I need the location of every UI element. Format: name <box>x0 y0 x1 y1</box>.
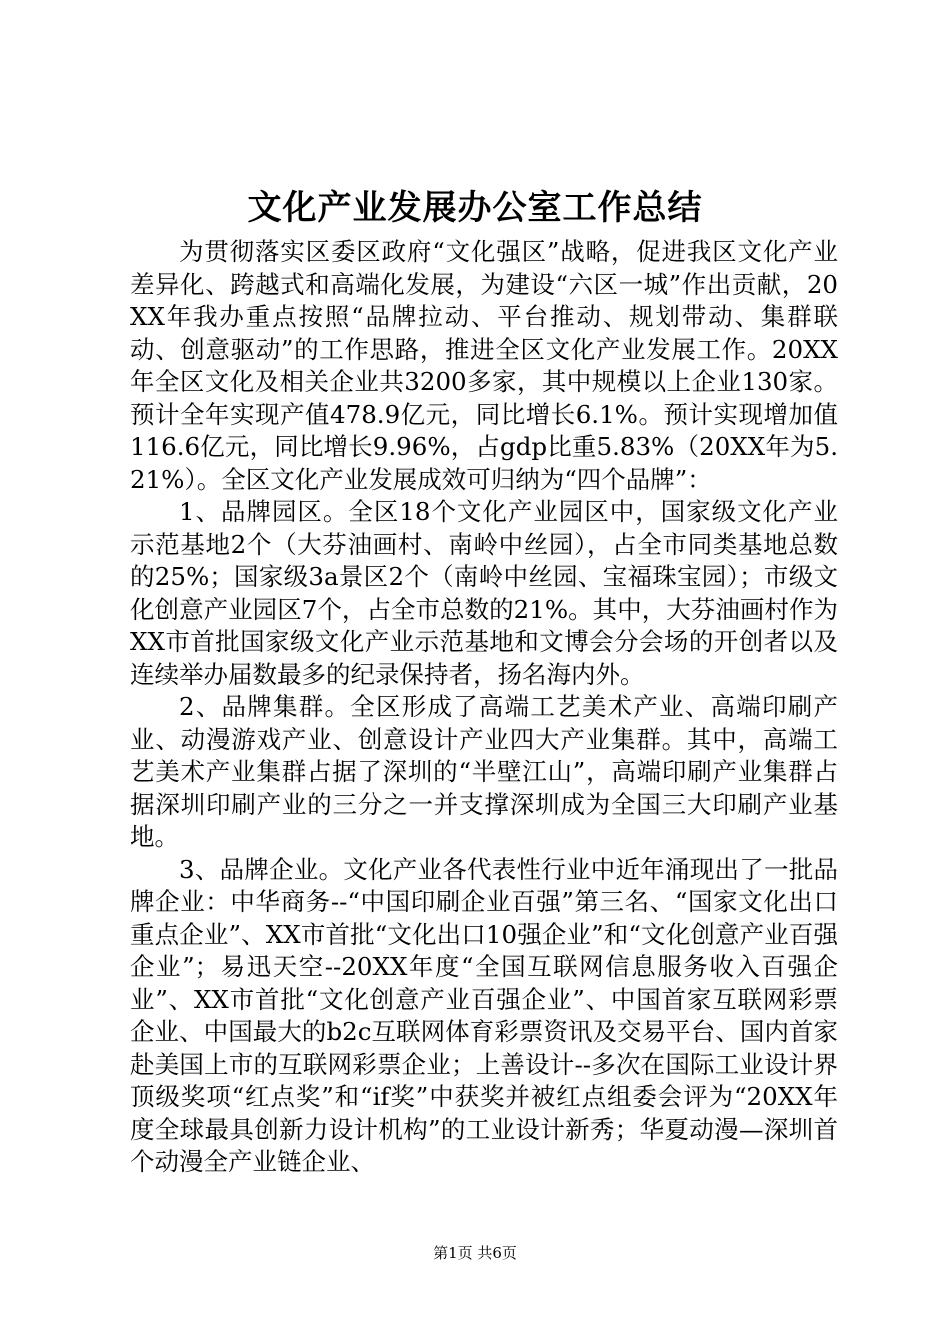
document-title: 文化产业发展办公室工作总结 <box>247 188 703 228</box>
page-number: 第1页 共6页 <box>433 1244 517 1262</box>
paragraph-brand-enterprises: 3、品牌企业。文化产业各代表性行业中近年涌现出了一批品牌企业：中华商务--“中国印刷企业百强”第三名、“国家文化出口重点企业”、XX市首批“文化出口10强企业”和“文化创意产业百强企业”；易迅天空--20XX年度“全国互联网信息服务收入百强企业”、XX市首批“文化创意产业百强企业”、中国首家互联网彩票企业、中国最大的b2c互联网体育彩票资讯及交易平台、国内首家赴美国上市的互联网彩票企业；上善设计--多次在国际工业设计界顶级奖项“红点奖”和“if奖”中获奖并被红点组委会评为“20XX年度全球最具创新力设计机构”的工业设计新秀；华夏动漫—深圳首个动漫全产业链企业、 <box>130 854 838 1176</box>
paragraph-brand-clusters: 2、品牌集群。全区形成了高端工艺美术产业、高端印刷产业、动漫游戏产业、创意设计产业四大产业集群。其中，高端工艺美术产业集群占据了深圳的“半壁江山”，高端印刷产业集群占据深圳印刷产业的三分之一并支撑深圳成为全国三大印刷产业基地。 <box>130 692 838 851</box>
paragraph-brand-parks: 1、品牌园区。全区18个文化产业园区中，国家级文化产业示范基地2个（大芬油画村、南岭中丝园），占全市同类基地总数的25%；国家级3a景区2个（南岭中丝园、宝福珠宝园）；市级文化创意产业园区7个，占全市总数的21%。其中，大芬油画村作为XX市首批国家级文化产业示范基地和文博会分会场的开创者以及连续举办届数最多的纪录保持者，扬名海内外。 <box>130 497 838 689</box>
paragraph-intro: 为贯彻落实区委区政府“文化强区”战略，促进我区文化产业差异化、跨越式和高端化发展，为建设“六区一城”作出贡献，20XX年我办重点按照“品牌拉动、平台推动、规划带动、集群联动、创意驱动”的工作思路，推进全区文化产业发展工作。20XX年全区文化及相关企业共3200多家，其中规模以上企业130家。预计全年实现产值478.9亿元，同比增长6.1%。预计实现增加值116.6亿元，同比增长9.96%，占gdp比重5.83%（20XX年为5.21%）。全区文化产业发展成效可归纳为“四个品牌”： <box>130 237 838 494</box>
document-body <box>130 236 838 1179</box>
